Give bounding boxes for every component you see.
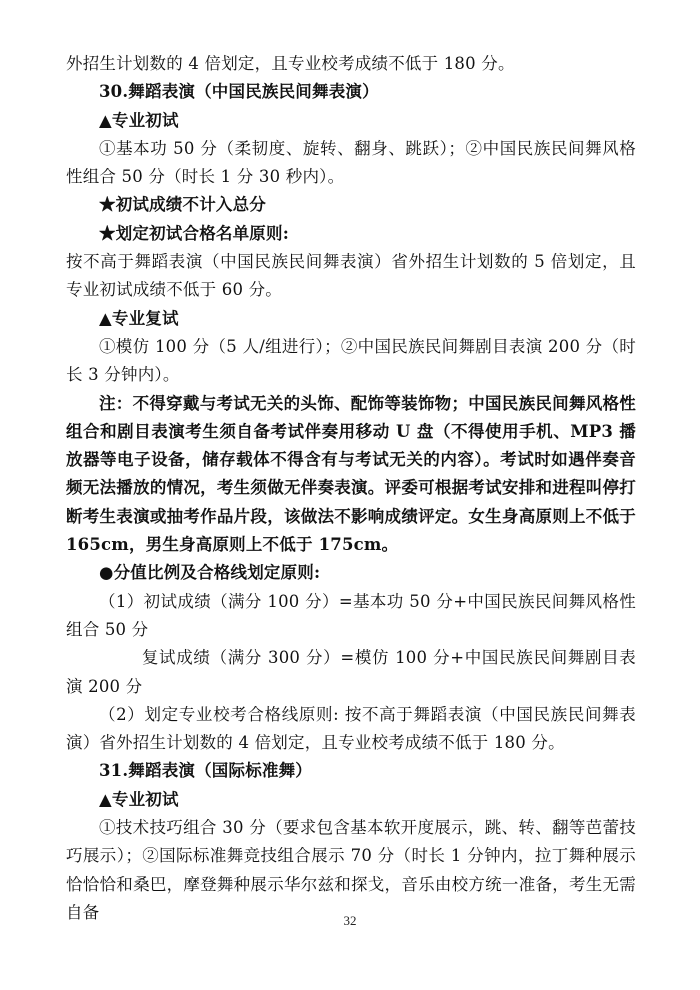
paragraph-second-exam-items: ①模仿 100 分（5 人/组进行）；②中国民族民间舞剧目表演 200 分（时长 3 分钟内）。 xyxy=(66,336,636,385)
subheading-initial-score-note: ★初试成绩不计入总分 xyxy=(99,195,266,215)
section-heading-item30: 30.舞蹈表演（中国民族民间舞表演） xyxy=(99,82,379,102)
paragraph-rule-1-initial-score: （1）初试成绩（满分 100 分）=基本功 50 分+中国民族民间舞风格性组合 50 分 xyxy=(66,591,636,639)
paragraph-initial-exam-items-31: ①技术技巧组合 30 分（要求包含基本软开度展示，跳、转、翻等芭蕾技巧展示）；②国际标准舞竞技组合展示 70 分（时长 1 分钟内，拉丁舞种展示恰恰恰和桑巴，摩登舞种展示华尔兹和探戈，音乐由校方统一准备，考生无需自备 xyxy=(66,818,636,922)
section-heading-item31: 31.舞蹈表演（国际标准舞） xyxy=(99,761,313,781)
subheading-second-exam: ▲专业复试 xyxy=(99,308,179,328)
subheading-initial-exam: ▲专业初试 xyxy=(99,110,179,130)
paragraph-initial-passlist-rule: 按不高于舞蹈表演（中国民族民间舞表演）省外招生计划数的 5 倍划定，且专业初试成绩不低于 60 分。 xyxy=(66,252,636,300)
paragraph-initial-exam-items: ①基本功 50 分（柔韧度、旋转、翻身、跳跃）；②中国民族民间舞风格性组合 50 分（时长 1 分 30 秒内）。 xyxy=(66,138,636,187)
paragraph-note: 注：不得穿戴与考试无关的头饰、配饰等装饰物；中国民族民间舞风格性组合和剧目表演考生须自备考试伴奏用移动 U 盘（不得使用手机、MP3 播放器等电子设备，储存载体不得含有与考试无关的内容）。考试时如遇伴奏音频无法播放的情况，考生须做无伴奏表演。评委可根据考试安排和进程叫停打断考生表演或抽考作品片段，该做法不影响成绩评定。女生身高原则上不低于 165cm，男生身高原则上不低于 175cm。 xyxy=(66,393,636,555)
paragraph-rule-1-second-score: 复试成绩（满分 300 分）=模仿 100 分+中国民族民间舞剧目表演 200 分 xyxy=(66,648,636,696)
subheading-score-ratio-rule: ●分值比例及合格线划定原则: xyxy=(99,563,321,583)
doc-body xyxy=(66,50,636,927)
subheading-initial-exam-31: ▲专业初试 xyxy=(99,789,179,809)
paragraph-rule-2-passline: （2）划定专业校考合格线原则: 按不高于舞蹈表演（中国民族民间舞表演）省外招生计划数的 4 倍划定，且专业校考成绩不低于 180 分。 xyxy=(66,704,636,753)
subheading-initial-passlist-rule: ★划定初试合格名单原则: xyxy=(99,223,289,243)
page-number: 32 xyxy=(343,913,357,928)
paragraph-continuation-item29: 外招生计划数的 4 倍划定，且专业校考成绩不低于 180 分。 xyxy=(66,54,515,73)
